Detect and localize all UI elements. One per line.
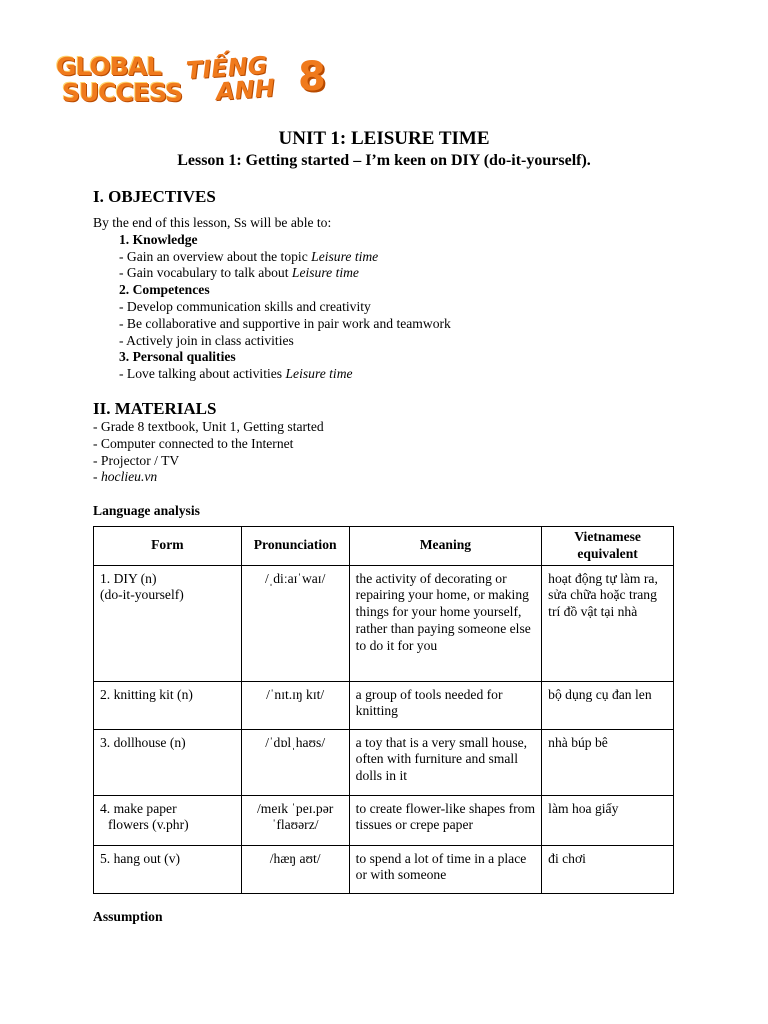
qualities-heading: 3. Personal qualities [119,349,236,365]
objectives-list [93,215,451,383]
item-text: - [93,469,101,485]
col-header-pronunciation: Pronunciation [241,527,349,566]
meaning-cell: a group of tools needed for knitting [349,681,542,729]
logos [52,50,352,114]
vocabulary-table [93,526,674,894]
competence-item: - Develop communication skills and creativity [119,298,371,314]
pronunciation-cell: /meɪk ˈpeɪ.pər ˈflaʊərz/ [241,795,349,845]
form-text: 2. knitting kit (n) [100,686,193,702]
knowledge-item [93,265,451,282]
material-item [93,469,324,486]
pronunciation-cell: /hæŋ aʊt/ [241,845,349,893]
knowledge-item [93,249,451,266]
vietnamese-cell: bộ dụng cụ đan len [542,681,674,729]
form-cell [94,795,242,845]
item-italic: Leisure time [311,248,379,264]
materials-heading: II. MATERIALS [93,399,217,418]
item-text: - Gain vocabulary to talk about [119,265,292,281]
form-cell [94,565,242,681]
logo-grade: 8 [298,54,326,100]
vietnamese-cell: hoạt động tự làm ra, sửa chữa hoặc trang trí đồ vật tại nhà [542,565,674,681]
item-text: - Gain an overview about the topic [119,248,312,264]
vietnamese-cell: làm hoa giấy [542,795,674,845]
form-text: 1. DIY (n) [100,570,157,586]
form-text: 5. hang out (v) [100,850,181,866]
objectives-heading: I. OBJECTIVES [93,187,216,206]
table-row [94,565,674,681]
item-italic: Leisure time [285,366,353,382]
objectives-intro: By the end of this lesson, Ss will be able to: [93,215,332,230]
form-cell [94,729,242,795]
meaning-cell: a toy that is a very small house, often with furniture and small dolls in it [349,729,542,795]
logo-line-1: GLOBAL [56,52,162,81]
competence-item: - Be collaborative and supportive in pair work and teamwork [119,315,451,331]
assumption-heading: Assumption [93,909,163,924]
form-cell [94,845,242,893]
col-header-meaning: Meaning [349,527,542,566]
table-row [94,795,674,845]
language-analysis-heading: Language analysis [93,503,200,518]
pronunciation-cell: /ˌdiːaɪˈwaɪ/ [241,565,349,681]
form-text: 3. dollhouse (n) [100,734,186,750]
page-title: UNIT 1: LEISURE TIME [278,128,490,149]
meaning-cell: the activity of decorating or repairing your home, or making things for your home yourself, rather than paying someone else to do it for you [349,565,542,681]
item-text: - Love talking about activities [119,366,286,382]
form-text: 4. make paper [100,800,177,816]
logo-anh: ANH [215,73,276,107]
vietnamese-cell: đi chơi [542,845,674,893]
meaning-cell: to create flower-like shapes from tissues or crepe paper [349,795,542,845]
table-header-row [94,527,674,566]
table-row [94,845,674,893]
col-header-vietnamese: Vietnamese equivalent [542,527,674,566]
form-cell [94,681,242,729]
meaning-cell: to spend a lot of time in a place or with someone [349,845,542,893]
table-row [94,681,674,729]
vietnamese-cell: nhà búp bê [542,729,674,795]
item-italic: Leisure time [291,265,359,281]
material-item: - Projector / TV [93,452,180,468]
table-row [94,729,674,795]
global-success-logo [56,52,182,112]
form-text-2: flowers (v.phr) [108,817,189,833]
col-header-form: Form [94,527,242,566]
competences-heading: 2. Competences [119,282,210,298]
materials-list [93,419,324,486]
knowledge-heading: 1. Knowledge [119,231,198,247]
material-item: - Computer connected to the Internet [93,435,294,451]
form-text-2: (do-it-yourself) [100,587,184,603]
material-item: - Grade 8 textbook, Unit 1, Getting started [93,419,324,434]
pronunciation-cell: /ˈnɪt.ɪŋ kɪt/ [241,681,349,729]
quality-item [93,366,451,383]
logo-line-2: SUCCESS [62,78,182,107]
item-italic: hoclieu.vn [100,469,158,485]
pronunciation-cell: /ˈdɒlˌhaʊs/ [241,729,349,795]
logo-tieng: TIẾNG [185,51,269,85]
lesson-subtitle: Lesson 1: Getting started – I’m keen on DIY (do-it-yourself). [177,152,591,169]
tieng-anh-logo [186,50,336,110]
competence-item: - Actively join in class activities [119,332,294,348]
